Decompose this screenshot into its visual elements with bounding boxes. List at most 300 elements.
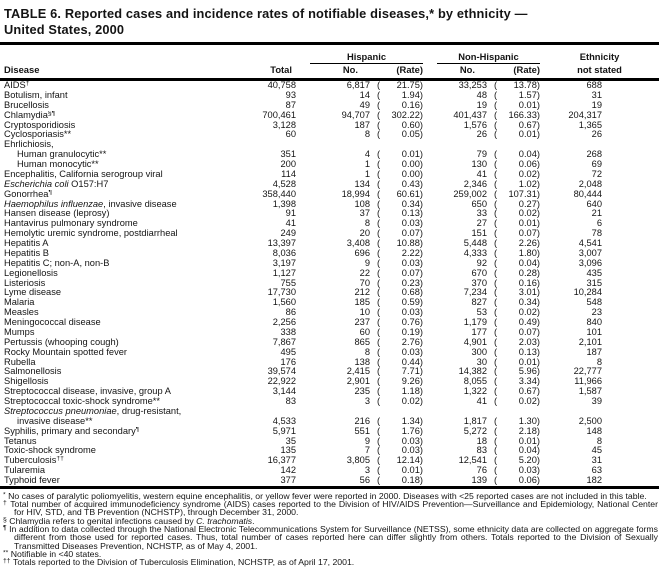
rate-value: 1.57) xyxy=(518,89,540,100)
disease-name: Syphilis, primary and secondary¶ xyxy=(4,426,140,436)
footnote-marker-superscript: §¶ xyxy=(47,110,56,117)
disease-name: Escherichia coli O157:H7 xyxy=(4,179,109,189)
hispanic-no-cell: 212 xyxy=(354,287,370,298)
ethnicity-not-stated-cell: 688 xyxy=(586,80,602,91)
total-cell: 1,560 xyxy=(272,297,296,308)
disease-name: Chlamydia§¶ xyxy=(4,110,56,120)
disease-name: Listeriosis xyxy=(4,278,46,288)
hispanic-no-cell: 138 xyxy=(354,356,370,367)
rate-open-paren: ( xyxy=(377,307,381,318)
table-row xyxy=(0,367,659,377)
ethnicity-not-stated-cell: 31 xyxy=(591,455,602,466)
rate-open-paren: ( xyxy=(494,188,498,199)
ethnicity-not-stated-cell: 8 xyxy=(596,435,602,446)
rate-value: 0.19) xyxy=(401,326,423,337)
table-row xyxy=(0,476,659,486)
nonhispanic-no-cell: 827 xyxy=(471,297,487,308)
ethnicity-not-stated-cell: 8 xyxy=(596,356,602,367)
footnote: ¶ In addition to data collected through the National Electronic Telecommunications System for Surveillance (NETSS), some ethnicity data are collected on aggregate forms different from those used for reported cases. Thus, total number of cases reported here can differ slightly from others. Totals reported to the Division of Sexually Transmitted Diseases Prevention, NCHSTP, as of May 4, 2001. xyxy=(3,523,658,551)
disease-name: Mumps xyxy=(4,327,35,337)
total-cell: 351 xyxy=(280,149,296,160)
rate-open-paren: ( xyxy=(377,396,381,407)
ethnicity-not-stated-cell: 21 xyxy=(591,208,602,219)
total-cell: 700,461 xyxy=(262,109,296,120)
rate-open-paren: ( xyxy=(377,238,381,249)
ethnicity-not-stated-cell: 2,048 xyxy=(578,178,602,189)
hispanic-no-cell: 216 xyxy=(354,415,370,426)
rate-value: 13.78) xyxy=(513,80,540,91)
rate-value: 0.04) xyxy=(518,149,540,160)
rate-open-paren: ( xyxy=(377,356,381,367)
hispanic-no-cell: 49 xyxy=(359,99,370,110)
table-row xyxy=(0,130,659,140)
rate-open-paren: ( xyxy=(494,465,498,476)
total-cell: 200 xyxy=(280,159,296,170)
hispanic-no-cell: 551 xyxy=(354,425,370,436)
ethnicity-header-line1: Ethnicity xyxy=(579,51,620,62)
nonhispanic-rate-cell xyxy=(487,397,540,407)
footnote-marker: ¶ xyxy=(3,524,7,532)
rate-value: 0.18) xyxy=(401,475,423,486)
nonhispanic-no-cell: 177 xyxy=(471,326,487,337)
rate-value: 0.07) xyxy=(401,267,423,278)
rate-value: 12.14) xyxy=(396,455,423,466)
ethnicity-not-stated-cell: 1,365 xyxy=(578,119,602,130)
nonhispanic-group-header: Non-Hispanic xyxy=(437,51,540,64)
nonhispanic-rate-cell xyxy=(487,476,540,486)
hispanic-no-cell: 1 xyxy=(364,168,370,179)
hispanic-no-cell: 9 xyxy=(364,435,370,446)
rate-value: 107.31) xyxy=(508,188,540,199)
table-row xyxy=(0,456,659,466)
rate-open-paren: ( xyxy=(494,326,498,337)
nonhispanic-no-cell: 33 xyxy=(476,208,487,219)
rate-value: 0.16) xyxy=(518,277,540,288)
disease-name: Shigellosis xyxy=(4,377,49,387)
rate-open-paren: ( xyxy=(494,99,498,110)
rate-value: 0.05) xyxy=(401,129,423,140)
nonhispanic-no-cell: 79 xyxy=(476,149,487,160)
italic-text: Haemophilus influenzae xyxy=(4,199,104,209)
rate-open-paren: ( xyxy=(494,386,498,397)
hispanic-no-cell: 1 xyxy=(364,159,370,170)
rate-value: 9.26) xyxy=(401,376,423,387)
table-row xyxy=(0,190,659,200)
rate-value: 0.07) xyxy=(401,228,423,239)
hispanic-no-cell: 10 xyxy=(359,307,370,318)
rate-open-paren: ( xyxy=(377,178,381,189)
ethnicity-not-stated-cell: 268 xyxy=(586,149,602,160)
rate-value: 0.03) xyxy=(401,218,423,229)
rate-open-paren: ( xyxy=(494,297,498,308)
hispanic-no-cell: 185 xyxy=(354,297,370,308)
ethnicity-not-stated-cell: 72 xyxy=(591,168,602,179)
hispanic-no-cell: 9 xyxy=(364,257,370,268)
total-cell: 16,377 xyxy=(267,455,296,466)
hispanic-no-cell: 22 xyxy=(359,267,370,278)
disease-name: Legionellosis xyxy=(4,268,58,278)
ethnicity-not-stated-cell: 80,444 xyxy=(573,188,602,199)
rate-value: 2.22) xyxy=(401,247,423,258)
total-cell: 2,256 xyxy=(272,317,296,328)
disease-name: Encephalitis, California serogroup viral xyxy=(4,169,163,179)
rate-open-paren: ( xyxy=(377,277,381,288)
rate-value: 0.01) xyxy=(518,129,540,140)
hispanic-no-cell: 3 xyxy=(364,465,370,476)
hispanic-rate-cell xyxy=(370,130,423,140)
rate-open-paren: ( xyxy=(377,129,381,140)
total-cell: 91 xyxy=(285,208,296,219)
nonhispanic-rate-column-header: (Rate) xyxy=(513,64,540,75)
nonhispanic-no-cell: 5,448 xyxy=(463,238,487,249)
nonhispanic-no-cell: 4,901 xyxy=(463,336,487,347)
rate-value: 0.00) xyxy=(401,168,423,179)
ethnicity-not-stated-cell: 39 xyxy=(591,396,602,407)
rate-open-paren: ( xyxy=(377,435,381,446)
hispanic-no-cell: 2,901 xyxy=(346,376,370,387)
disease-name: Rocky Mountain spotted fever xyxy=(4,347,127,357)
ethnicity-not-stated-cell: 26 xyxy=(591,129,602,140)
table-row xyxy=(0,150,659,160)
disease-name: Ehrlichiosis, xyxy=(4,140,54,150)
nonhispanic-no-cell: 41 xyxy=(476,396,487,407)
table-row xyxy=(0,219,659,229)
table-title-line1: TABLE 6. Reported cases and incidence rates of notifiable diseases,* by ethnicity — xyxy=(4,6,528,21)
nonhispanic-no-cell: 4,333 xyxy=(463,247,487,258)
rate-value: 0.16) xyxy=(401,99,423,110)
hispanic-no-cell: 60 xyxy=(359,326,370,337)
hispanic-no-cell: 235 xyxy=(354,386,370,397)
rate-open-paren: ( xyxy=(494,208,498,219)
rate-open-paren: ( xyxy=(494,80,498,91)
total-cell: 358,440 xyxy=(262,188,296,199)
total-cell: 8,036 xyxy=(272,247,296,258)
footnote-marker: § xyxy=(3,516,7,524)
total-cell: 17,730 xyxy=(267,287,296,298)
total-cell: 35 xyxy=(285,435,296,446)
rate-open-paren: ( xyxy=(377,247,381,258)
rate-value: 0.34) xyxy=(518,297,540,308)
rate-open-paren: ( xyxy=(377,149,381,160)
rate-open-paren: ( xyxy=(494,366,498,377)
rate-value: 0.04) xyxy=(518,257,540,268)
table-row xyxy=(0,111,659,121)
rate-value: 0.00) xyxy=(401,159,423,170)
disease-name: Pertussis (whooping cough) xyxy=(4,337,119,347)
rate-open-paren: ( xyxy=(377,297,381,308)
table-row xyxy=(0,298,659,308)
total-cell: 176 xyxy=(280,356,296,367)
hispanic-no-cell: 8 xyxy=(364,129,370,140)
rate-value: 0.03) xyxy=(401,346,423,357)
disease-name: AIDS† xyxy=(4,81,30,91)
table-row xyxy=(0,328,659,338)
disease-name: Brucellosis xyxy=(4,100,49,110)
rate-open-paren: ( xyxy=(377,208,381,219)
rate-open-paren: ( xyxy=(377,386,381,397)
nonhispanic-no-cell: 48 xyxy=(476,89,487,100)
footnotes xyxy=(0,489,659,567)
rate-value: 2.26) xyxy=(518,238,540,249)
disease-name: Hepatitis A xyxy=(4,239,49,249)
rate-value: 0.02) xyxy=(518,208,540,219)
rate-value: 0.60) xyxy=(401,119,423,130)
rate-value: 0.49) xyxy=(518,317,540,328)
nonhispanic-no-cell: 26 xyxy=(476,129,487,140)
ethnicity-not-stated-cell: 148 xyxy=(586,425,602,436)
ethnicity-not-stated-cell: 182 xyxy=(586,475,602,486)
rate-value: 1.94) xyxy=(401,89,423,100)
hispanic-no-cell: 20 xyxy=(359,228,370,239)
rate-value: 0.59) xyxy=(401,297,423,308)
table-row xyxy=(0,140,659,150)
rate-open-paren: ( xyxy=(377,198,381,209)
disease-name: Tetanus xyxy=(4,436,37,446)
rate-value: 5.20) xyxy=(518,455,540,466)
table-row xyxy=(0,338,659,348)
hispanic-no-cell: 7 xyxy=(364,445,370,456)
total-cell: 377 xyxy=(280,475,296,486)
rate-value: 3.34) xyxy=(518,376,540,387)
rate-value: 60.61) xyxy=(396,188,423,199)
disease-name: Human granulocytic** xyxy=(17,150,107,160)
rate-value: 0.02) xyxy=(518,396,540,407)
hispanic-no-cell: 865 xyxy=(354,336,370,347)
disease-name: Streptococcus pneumoniae, drug-resistant, xyxy=(4,406,182,416)
total-cell: 5,971 xyxy=(272,425,296,436)
table-row xyxy=(0,427,659,437)
total-cell: 3,128 xyxy=(272,119,296,130)
ethnicity-not-stated-cell: 548 xyxy=(586,297,602,308)
table-row xyxy=(0,279,659,289)
ethnicity-not-stated-cell: 31 xyxy=(591,89,602,100)
nonhispanic-no-cell: 139 xyxy=(471,475,487,486)
rate-value: 0.03) xyxy=(401,307,423,318)
rate-open-paren: ( xyxy=(494,445,498,456)
footnote: ** Notifiable in <40 states. xyxy=(3,548,102,559)
total-cell: 93 xyxy=(285,89,296,100)
total-cell: 86 xyxy=(285,307,296,318)
table-row xyxy=(0,288,659,298)
rate-value: 0.01) xyxy=(518,218,540,229)
ethnicity-not-stated-cell: 435 xyxy=(586,267,602,278)
italic-text: Escherichia coli xyxy=(4,179,69,189)
disease-name: Hemolytic uremic syndrome, postdiarrheal xyxy=(4,229,178,239)
rate-open-paren: ( xyxy=(377,267,381,278)
nonhispanic-no-cell: 370 xyxy=(471,277,487,288)
total-cell: 3,144 xyxy=(272,386,296,397)
rate-open-paren: ( xyxy=(494,475,498,486)
rate-open-paren: ( xyxy=(494,238,498,249)
rate-open-paren: ( xyxy=(377,326,381,337)
table-row xyxy=(0,200,659,210)
nonhispanic-no-cell: 53 xyxy=(476,307,487,318)
disease-name: Streptococcal disease, invasive, group A xyxy=(4,387,171,397)
hispanic-rate-column-header: (Rate) xyxy=(396,64,423,75)
footnote-marker-superscript: † xyxy=(25,81,30,88)
rate-open-paren: ( xyxy=(494,396,498,407)
disease-name: Hansen disease (leprosy) xyxy=(4,209,110,219)
rate-value: 0.06) xyxy=(518,475,540,486)
hispanic-no-cell: 4 xyxy=(364,149,370,160)
rate-open-paren: ( xyxy=(494,89,498,100)
ethnicity-not-stated-cell: 2,101 xyxy=(578,336,602,347)
rate-value: 2.18) xyxy=(518,425,540,436)
total-cell: 495 xyxy=(280,346,296,357)
rate-open-paren: ( xyxy=(494,317,498,328)
italic-text: Streptococcus pneumoniae xyxy=(4,406,117,416)
hispanic-no-cell: 2,415 xyxy=(346,366,370,377)
disease-name: Meningococcal disease xyxy=(4,318,101,328)
hispanic-no-cell: 94,707 xyxy=(341,109,370,120)
ethnicity-not-stated-cell: 101 xyxy=(586,326,602,337)
nonhispanic-no-cell: 2,346 xyxy=(463,178,487,189)
table-row xyxy=(0,318,659,328)
table-header-column-row xyxy=(0,64,659,77)
disease-name: Salmonellosis xyxy=(4,367,62,377)
table-row xyxy=(0,81,659,91)
rate-value: 0.02) xyxy=(518,168,540,179)
rate-value: 0.13) xyxy=(401,208,423,219)
rate-value: 0.03) xyxy=(518,465,540,476)
disease-name: Hantavirus pulmonary syndrome xyxy=(4,219,138,229)
rate-open-paren: ( xyxy=(494,228,498,239)
footnote-marker: †† xyxy=(3,557,11,565)
total-cell: 40,758 xyxy=(267,80,296,91)
footnote-marker-superscript: ¶ xyxy=(48,189,53,196)
total-cell: 60 xyxy=(285,129,296,140)
hispanic-group-header: Hispanic xyxy=(310,51,423,64)
total-cell: 142 xyxy=(280,465,296,476)
total-cell: 249 xyxy=(280,228,296,239)
disease-name: Haemophilus influenzae, invasive disease xyxy=(4,199,177,209)
nonhispanic-no-cell: 7,234 xyxy=(463,287,487,298)
ethnicity-not-stated-cell: 640 xyxy=(586,198,602,209)
rate-value: 0.01) xyxy=(401,465,423,476)
rate-open-paren: ( xyxy=(494,336,498,347)
rate-value: 0.02) xyxy=(401,396,423,407)
table-row xyxy=(0,209,659,219)
hispanic-no-cell: 108 xyxy=(354,198,370,209)
rate-value: 0.23) xyxy=(401,277,423,288)
rate-open-paren: ( xyxy=(377,287,381,298)
nonhispanic-no-cell: 8,055 xyxy=(463,376,487,387)
rate-open-paren: ( xyxy=(377,336,381,347)
ethnicity-not-stated-cell: 1,587 xyxy=(578,386,602,397)
rate-open-paren: ( xyxy=(494,109,498,120)
rate-value: 0.27) xyxy=(518,198,540,209)
rate-value: 0.67) xyxy=(518,119,540,130)
ethnicity-not-stated-cell: 2,500 xyxy=(578,415,602,426)
rate-value: 0.03) xyxy=(401,435,423,446)
total-cell: 1,398 xyxy=(272,198,296,209)
rate-open-paren: ( xyxy=(494,277,498,288)
hispanic-no-cell: 187 xyxy=(354,119,370,130)
table-header xyxy=(0,51,659,77)
table-body xyxy=(0,81,659,486)
disease-name: Botulism, infant xyxy=(4,90,68,100)
nonhispanic-no-cell: 1,322 xyxy=(463,386,487,397)
ethnicity-not-stated-cell: 11,966 xyxy=(574,376,602,387)
rate-value: 0.04) xyxy=(518,445,540,456)
rate-open-paren: ( xyxy=(377,109,381,120)
total-cell: 338 xyxy=(280,326,296,337)
disease-name: Cryptosporidiosis xyxy=(4,120,76,130)
rate-value: 1.30) xyxy=(518,415,540,426)
table-row xyxy=(0,239,659,249)
ethnicity-not-stated-cell: 204,317 xyxy=(568,109,602,120)
total-cell: 1,127 xyxy=(272,267,296,278)
nonhispanic-no-cell: 83 xyxy=(476,445,487,456)
rate-open-paren: ( xyxy=(377,475,381,486)
table-row xyxy=(0,387,659,397)
table-header-group-row xyxy=(0,51,659,64)
rate-open-paren: ( xyxy=(377,455,381,466)
hispanic-no-cell: 6,817 xyxy=(346,80,370,91)
hispanic-rate-cell xyxy=(370,476,423,486)
rate-value: 21.75) xyxy=(396,80,423,91)
nonhispanic-no-cell: 300 xyxy=(471,346,487,357)
disease-name: Rubella xyxy=(4,357,36,367)
rate-open-paren: ( xyxy=(377,366,381,377)
ethnicity-not-stated-cell: 78 xyxy=(591,228,602,239)
rate-open-paren: ( xyxy=(494,247,498,258)
total-cell: 39,574 xyxy=(267,366,296,377)
nonhispanic-no-cell: 12,541 xyxy=(458,455,487,466)
nonhispanic-no-cell: 130 xyxy=(471,159,487,170)
rate-open-paren: ( xyxy=(494,435,498,446)
footnote: †† Totals reported to the Division of Tuberculosis Elimination, NCHSTP, as of April 17, 2001. xyxy=(3,557,355,568)
rate-open-paren: ( xyxy=(377,415,381,426)
ethnicity-not-stated-cell: 69 xyxy=(591,159,602,170)
table-row xyxy=(0,308,659,318)
rate-value: 1.34) xyxy=(401,415,423,426)
disease-name: Typhoid fever xyxy=(4,476,60,486)
rate-value: 0.01) xyxy=(518,435,540,446)
nonhispanic-no-cell: 27 xyxy=(476,218,487,229)
footnote-marker: ** xyxy=(3,549,9,557)
rate-open-paren: ( xyxy=(494,218,498,229)
total-cell: 4,533 xyxy=(272,415,296,426)
rate-open-paren: ( xyxy=(377,218,381,229)
ethnicity-not-stated-cell: 3,096 xyxy=(578,257,602,268)
hispanic-no-cell: 56 xyxy=(359,475,370,486)
nonhispanic-no-cell: 670 xyxy=(471,267,487,278)
nonhispanic-no-cell: 14,382 xyxy=(458,366,487,377)
rate-value: 0.01) xyxy=(518,99,540,110)
rate-value: 7.71) xyxy=(401,366,423,377)
disease-column-header: Disease xyxy=(4,64,40,75)
ethnicity-not-stated-cell: 4,541 xyxy=(578,238,602,249)
nonhispanic-no-cell: 33,253 xyxy=(458,80,487,91)
table-row xyxy=(0,446,659,456)
table-row xyxy=(0,377,659,387)
title-rule xyxy=(0,42,659,45)
hispanic-no-column-header: No. xyxy=(342,64,358,75)
nonhispanic-no-cell: 5,272 xyxy=(463,425,487,436)
table-row xyxy=(0,160,659,170)
footnote-marker-superscript: ¶ xyxy=(135,426,140,433)
footnote: § Chlamydia refers to genital infections caused by C. trachomatis. xyxy=(3,515,255,526)
total-cell: 87 xyxy=(285,99,296,110)
ethnicity-not-stated-cell: 840 xyxy=(586,317,602,328)
hispanic-no-cell: 696 xyxy=(354,247,370,258)
table-title-line2: United States, 2000 xyxy=(4,21,125,37)
rate-value: 0.13) xyxy=(518,346,540,357)
table-row xyxy=(0,91,659,101)
nonhispanic-no-cell: 30 xyxy=(476,356,487,367)
rate-open-paren: ( xyxy=(494,425,498,436)
